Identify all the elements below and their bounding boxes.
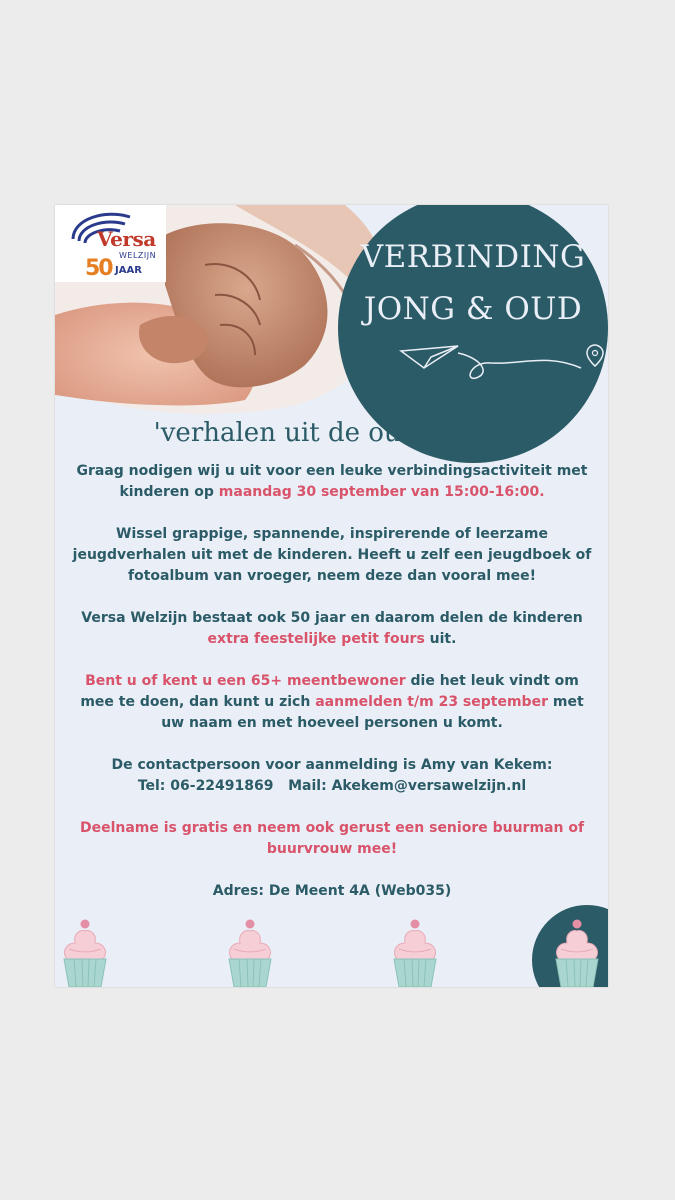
logo-subtitle: WELZIJN	[119, 251, 157, 260]
logo-anniversary-label: JAAR	[115, 265, 142, 276]
logo-anniversary-number: 50	[85, 256, 112, 281]
paragraph-contact: De contactpersoon voor aanmelding is Amy van Kekem: Tel: 06-22491869 Mail: Akekem@versawelzijn.nl	[111, 757, 553, 794]
paper-plane-icon	[346, 333, 606, 393]
cupcake-icon	[220, 917, 280, 987]
location-pin-icon	[587, 345, 603, 366]
title-line-1: VERBINDING	[360, 239, 586, 275]
logo-name: Versa	[97, 227, 156, 251]
paragraph-invitation: Graag nodigen wij u uit voor een leuke verbindingsactiviteit met kinderen op maandag 30 september van 15:00-16:00.	[76, 463, 588, 500]
paragraph-signup: Bent u of kent u een 65+ meentbewoner die het leuk vindt om mee te doen, dan kunt u zich aanmelden t/m 23 september met uw naam en met hoeveel personen u komt.	[80, 673, 584, 731]
cupcake-icon	[547, 917, 607, 987]
subtitle: 'verhalen uit de oude doos'	[153, 418, 510, 448]
paragraph-stories: Wissel grappige, spannende, inspirerende of leerzame jeugdverhalen uit met de kinderen. Heeft u zelf een jeugdboek of fotoalbum van vroeger, neem deze dan vooral mee!	[72, 526, 592, 584]
flyer	[55, 205, 608, 987]
address: Adres: De Meent 4A (Web035)	[212, 883, 452, 899]
contact-phone: Tel: 06-22491869	[137, 778, 274, 794]
cupcake-icon	[55, 917, 115, 987]
contact-email: Mail: Akekem@versawelzijn.nl	[288, 778, 527, 794]
paragraph-free-entry: Deelname is gratis en neem ook gerust een seniore buurman of buurvrouw mee!	[79, 820, 585, 857]
title-line-2: JONG & OUD	[363, 291, 583, 327]
body-text	[67, 461, 597, 923]
cupcake-icon	[385, 917, 445, 987]
paragraph-anniversary: Versa Welzijn bestaat ook 50 jaar en daarom delen de kinderen extra feestelijke petit fours uit.	[81, 610, 583, 647]
versa-welzijn-logo	[55, 205, 166, 282]
